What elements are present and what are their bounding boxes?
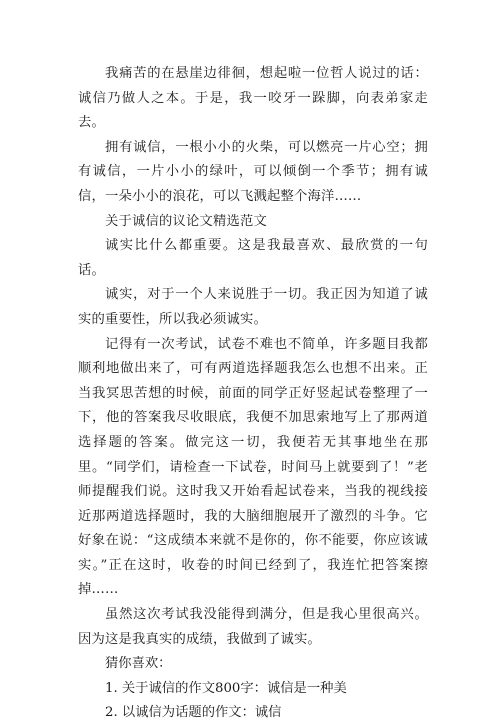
document-page (78, 62, 428, 726)
paragraph: 虽然这次考试我没能得到满分，但是我心里很高兴。因为这是我真实的成绩，我做到了诚实。 (78, 607, 428, 647)
related-heading: 猜你喜欢： (105, 656, 172, 672)
paragraph: 拥有诚信，一根小小的火柴，可以燃亮一片心空；拥有诚信，一片小小的绿叶，可以倾倒一个季节；拥有诚信，一朵小小的浪花，可以飞溅起整个海洋…… (78, 139, 428, 204)
related-link-2[interactable]: 2. 以诚信为话题的作文：诚信 (105, 705, 282, 721)
paragraph: 记得有一次考试，试卷不难也不简单，许多题目我都顺利地做出来了，可有两道选择题我怎么也想不出来。正当我冥思苦想的时候，前面的同学正好竖起试卷整理了一下，他的答案我尽收眼底，我便不加思索地写上了那两道选择题的答案。做完这一切，我便若无其事地坐在那里。“同学们，请检查一下试卷，时间马上就要到了！”老师提醒我们说。这时我又开始看起试卷来，当我的视线接近那两道选择题时，我的大脑细胞展开了激烈的斗争。它好象在说：“这成绩本来就不是你的，你不能要，你应该诚实。”正在这时，收卷的时间已经到了，我连忙把答案擦掉…… (78, 336, 428, 598)
related-link-1[interactable]: 1. 关于诚信的作文800字：诚信是一种美 (105, 680, 347, 696)
paragraph: 诚实，对于一个人来说胜于一切。我正因为知道了诚实的重要性，所以我必须诚实。 (78, 287, 428, 327)
paragraph: 我痛苦的在悬崖边徘徊，想起啦一位哲人说过的话：诚信乃做人之本。于是，我一咬牙一跺脚，向表弟家走去。 (78, 66, 428, 131)
paragraph: 诚实比什么都重要。这是我最喜欢、最欣赏的一句话。 (78, 238, 428, 278)
section-title: 关于诚信的议论文精选范文 (105, 213, 267, 229)
